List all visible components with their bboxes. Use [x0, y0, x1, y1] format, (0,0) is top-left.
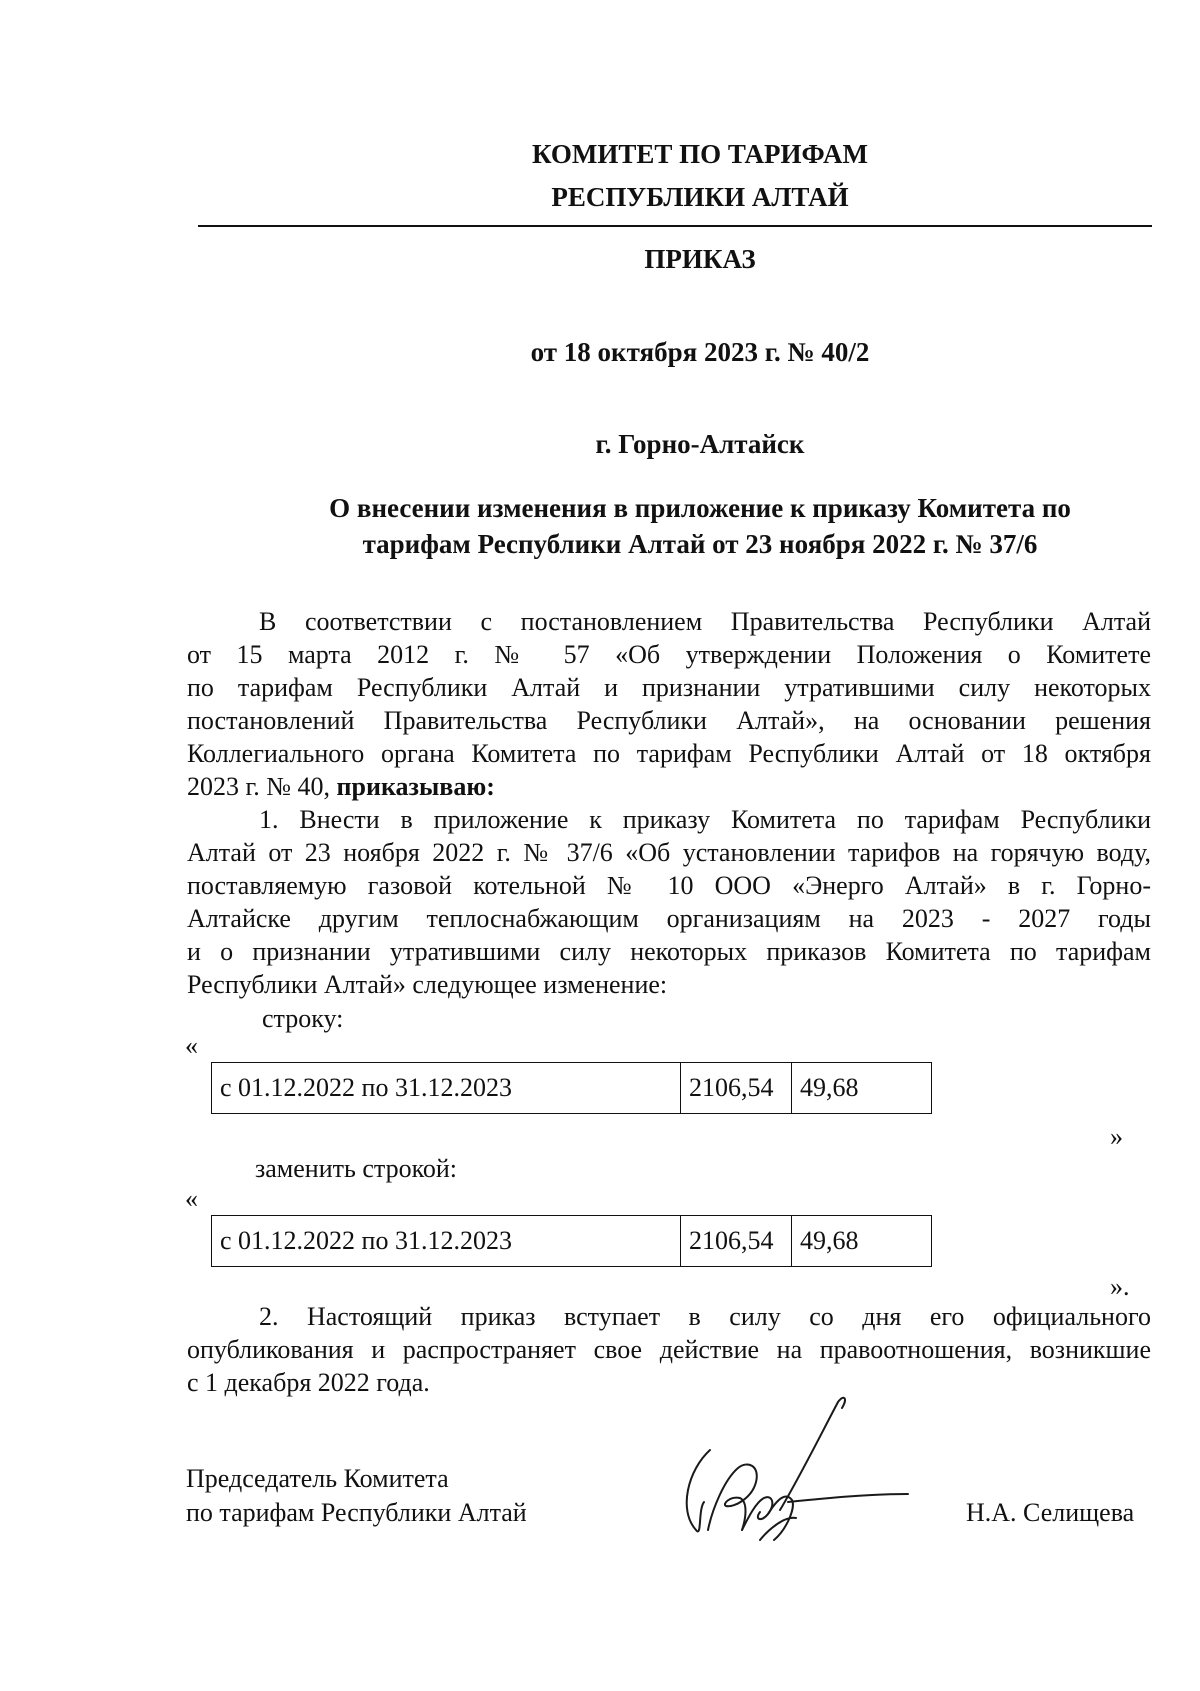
paragraph-line: и о признании утратившими силу некоторых приказов Комитета по тарифам [187, 937, 1151, 966]
paragraph-line: с 1 декабря 2022 года. [187, 1368, 430, 1397]
old-tariff-row [211, 1062, 932, 1114]
paragraph-line: от 15 марта 2012 г. № 57 «Об утверждении Положения о Комитете [187, 640, 1151, 669]
period-cell: с 01.12.2022 по 31.12.2023 [212, 1063, 681, 1114]
signatory-name: Н.А. Селищева [966, 1498, 1135, 1527]
header-divider [198, 225, 1152, 227]
signatory-position: по тарифам Республики Алтай [186, 1498, 527, 1527]
table-row [212, 1063, 932, 1114]
close-quote: » [1110, 1122, 1123, 1151]
table-row [212, 1216, 932, 1267]
document-type: ПРИКАЗ [644, 244, 756, 274]
paragraph-line: поставляемую газовой котельной № 10 ООО «Энерго Алтай» в г. Горно- [187, 871, 1151, 900]
value-cell: 49,68 [792, 1216, 932, 1267]
handwritten-signature [668, 1390, 928, 1560]
value-cell: 2106,54 [681, 1216, 792, 1267]
subject-line: тарифам Республики Алтай от 23 ноября 2022 г. № 37/6 [362, 529, 1038, 559]
paragraph-line: Коллегиального органа Комитета по тарифам Республики Алтай от 18 октября [187, 739, 1151, 768]
signatory-position: Председатель Комитета [186, 1464, 449, 1493]
subject-line: О внесении изменения в приложение к приказу Комитета по [329, 493, 1071, 523]
new-row-label: заменить строкой: [255, 1154, 458, 1183]
paragraph-line: Алтай от 23 ноября 2022 г. № 37/6 «Об установлении тарифов на горячую воду, [187, 838, 1151, 867]
org-name-line2: РЕСПУБЛИКИ АЛТАЙ [551, 182, 849, 212]
new-tariff-row [211, 1215, 932, 1267]
value-cell: 49,68 [792, 1063, 932, 1114]
period-cell: с 01.12.2022 по 31.12.2023 [212, 1216, 681, 1267]
open-quote: « [185, 1031, 198, 1060]
paragraph-line: Алтайске другим теплоснабжающим организациям на 2023 - 2027 годы [187, 904, 1151, 933]
intro-paragraph [187, 605, 1151, 803]
item2-paragraph [187, 1300, 1151, 1399]
order-keyword: приказываю: [336, 772, 495, 801]
old-row-label: строку: [262, 1004, 344, 1033]
document-subject [200, 490, 1200, 562]
paragraph-line: Республики Алтай» следующее изменение: [187, 970, 668, 999]
paragraph-line: В соответствии с постановлением Правительства Республики Алтай [259, 607, 1151, 636]
document-date-number: от 18 октября 2023 г. № 40/2 [530, 337, 870, 367]
close-quote: ». [1110, 1272, 1130, 1301]
paragraph-line: опубликования и распространяет свое действие на правоотношения, возникшие [187, 1335, 1151, 1364]
paragraph-line: постановлений Правительства Республики Алтай», на основании решения [187, 706, 1151, 735]
value-cell: 2106,54 [681, 1063, 792, 1114]
paragraph-line [187, 770, 1151, 803]
paragraph-line: по тарифам Республики Алтай и признании утратившими силу некоторых [187, 673, 1151, 702]
document-city: г. Горно-Алтайск [595, 429, 805, 459]
paragraph-line: 2. Настоящий приказ вступает в силу со дня его официального [259, 1302, 1151, 1331]
paragraph-line-prefix: 2023 г. № 40, [187, 772, 337, 801]
org-name-line1: КОМИТЕТ ПО ТАРИФАМ [531, 139, 869, 169]
open-quote: « [185, 1184, 198, 1213]
item1-paragraph [187, 803, 1151, 1001]
paragraph-line: 1. Внести в приложение к приказу Комитета по тарифам Республики [259, 805, 1151, 834]
